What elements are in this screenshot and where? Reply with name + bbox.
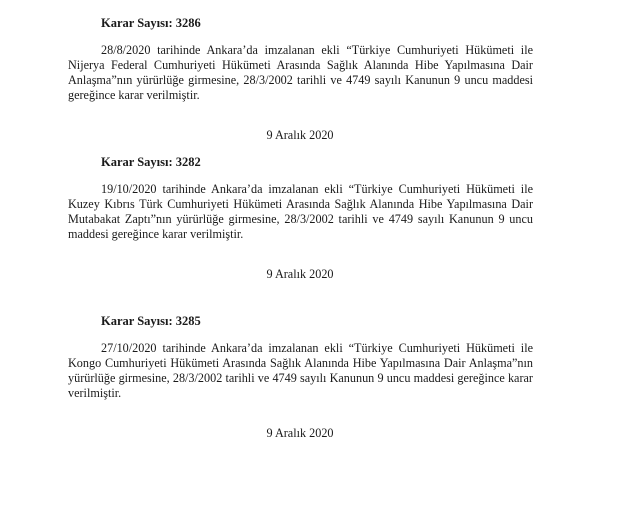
paragraph-line: Mutabakat Zaptı”nın yürürlüğe girmesine, 28/3/2002 tarihli ve 4749 sayılı Kanunun 9 uncu <box>68 212 533 226</box>
decision-title: Karar Sayısı: 3282 <box>101 155 201 169</box>
paragraph-line: verilmiştir. <box>68 386 122 400</box>
decision-paragraph <box>68 43 533 103</box>
paragraph-line: 19/10/2020 tarihinde Ankara’da imzalanan ekli “Türkiye Cumhuriyeti Hükümeti ile <box>101 182 533 196</box>
paragraph-line: Kuzey Kıbrıs Türk Cumhuriyeti Hükümeti Arasında Sağlık Alanında Hibe Yapılmasına Dair <box>68 197 533 211</box>
decision-date: 9 Aralık 2020 <box>266 267 334 281</box>
paragraph-line: 27/10/2020 tarihinde Ankara’da imzalanan ekli “Türkiye Cumhuriyeti Hükümeti ile <box>101 341 533 355</box>
paragraph-line: Nijerya Federal Cumhuriyeti Hükümeti Arasında Sağlık Alanında Hibe Yapılmasına Dair <box>68 58 533 72</box>
decision-date: 9 Aralık 2020 <box>266 426 334 440</box>
paragraph-line: yürürlüğe girmesine, 28/3/2002 tarihli ve 4749 sayılı Kanunun 9 uncu maddesi gereğince karar <box>68 371 533 385</box>
decision-paragraph <box>68 182 533 242</box>
paragraph-line: Kongo Cumhuriyeti Hükümeti Arasında Sağlık Alanında Hibe Yapılmasına Dair Anlaşma”nın <box>68 356 533 370</box>
paragraph-line: gereğince karar verilmiştir. <box>68 88 200 102</box>
decision-date: 9 Aralık 2020 <box>266 128 334 142</box>
paragraph-line: 28/8/2020 tarihinde Ankara’da imzalanan ekli “Türkiye Cumhuriyeti Hükümeti ile <box>101 43 533 57</box>
paragraph-line: maddesi gereğince karar verilmiştir. <box>68 227 244 241</box>
decision-title: Karar Sayısı: 3285 <box>101 314 201 328</box>
decision-paragraph <box>68 341 533 401</box>
paragraph-line: Anlaşma”nın yürürlüğe girmesine, 28/3/2002 tarihli ve 4749 sayılı Kanunun 9 uncu maddesi <box>68 73 533 87</box>
decision-title: Karar Sayısı: 3286 <box>101 16 201 30</box>
